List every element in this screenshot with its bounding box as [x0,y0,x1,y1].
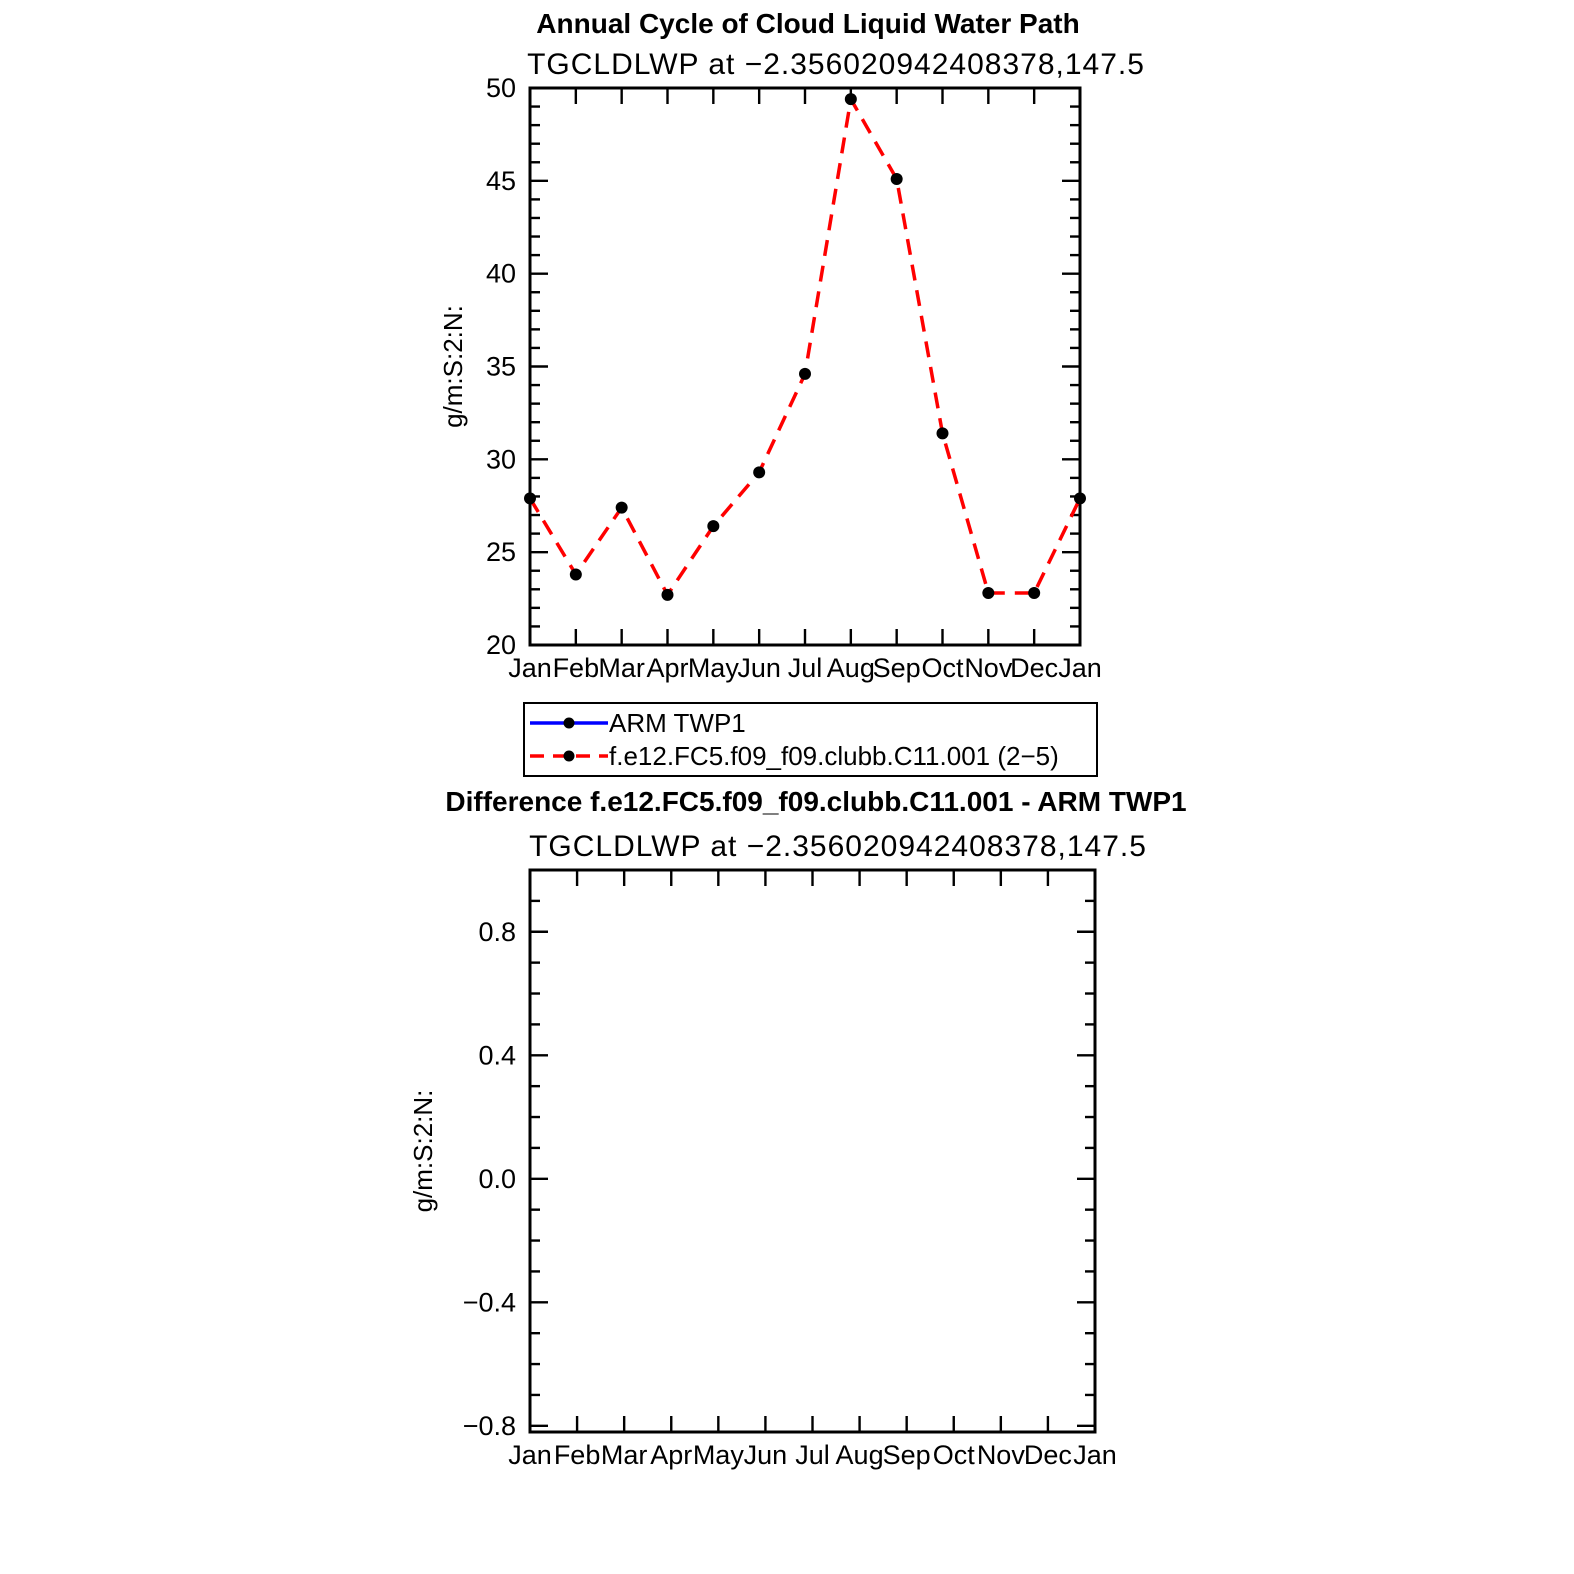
x-tick-label: Jul [795,1440,830,1470]
axis-ticks [530,88,1080,645]
x-tick-label: Dec [1010,653,1059,683]
top-plot [438,73,1102,683]
x-tick-label: Feb [553,1440,601,1470]
plot-frame [530,870,1095,1432]
x-tick-label: May [692,1440,744,1470]
data-point-marker [891,173,903,185]
x-tick-label: Sep [882,1440,931,1470]
x-tick-label: Mar [598,653,645,683]
x-tick-label: Oct [921,653,964,683]
x-tick-label: Apr [650,1440,693,1470]
y-axis-label: g/m:S:2:N: [408,1089,438,1213]
bottom-chart-title: Difference f.e12.FC5.f09_f09.clubb.C11.001 - ARM TWP1 [445,786,1187,817]
data-point-marker [1074,492,1086,504]
y-tick-label: 45 [485,165,516,196]
y-tick-label: −0.8 [462,1410,516,1441]
series-line [530,99,1080,595]
data-point-marker [845,93,857,105]
x-tick-label: Nov [976,1440,1025,1470]
x-tick-label: Jan [508,653,552,683]
y-axis-label: g/m:S:2:N: [438,305,468,428]
data-point-marker [982,587,994,599]
legend-box [523,702,1098,777]
bottom-chart-subtitle: TGCLDLWP at −2.356020942408378,147.5 [529,830,1147,863]
x-tick-label: Jan [1073,1440,1117,1470]
data-point-marker [707,520,719,532]
legend-line-sample [529,749,609,763]
x-tick-label: Mar [600,1440,648,1470]
x-tick-label: Jun [737,653,781,683]
y-tick-label: 35 [485,351,516,382]
data-point-marker [937,427,949,439]
x-tick-label: Apr [646,653,689,683]
x-tick-label: Aug [835,1440,884,1470]
legend-marker-dot [564,750,575,761]
data-point-marker [616,502,628,514]
x-tick-label: Jun [743,1440,788,1470]
x-tick-label: Feb [552,653,600,683]
x-tick-label: Jan [1058,653,1102,683]
legend-label: ARM TWP1 [609,708,746,739]
legend-line-sample [529,716,609,730]
legend-item [529,740,1096,771]
legend-item [529,708,1096,739]
x-tick-label: Nov [964,653,1013,683]
bottom-plot [408,870,1117,1470]
data-point-marker [1028,587,1040,599]
x-tick-label: Sep [872,653,921,683]
axis-tick-labels [486,73,1102,683]
data-point-marker [753,466,765,478]
data-point-marker [662,589,674,601]
legend-label: f.e12.FC5.f09_f09.clubb.C11.001 (2−5) [609,740,1059,771]
y-tick-label: −0.4 [462,1287,516,1318]
plot-frame [530,88,1080,645]
data-point-marker [570,568,582,580]
data-point-marker [799,368,811,380]
y-tick-label: 50 [485,73,516,103]
x-tick-label: Jul [787,653,823,683]
data-point-marker [524,492,536,504]
x-tick-label: May [687,653,739,683]
top-chart-title: Annual Cycle of Cloud Liquid Water Path [536,8,1080,39]
axis-tick-labels [463,917,1117,1470]
axis-ticks [530,870,1095,1432]
x-tick-label: Dec [1023,1440,1072,1470]
y-tick-label: 0.0 [478,1163,516,1194]
y-tick-label: 0.8 [478,916,516,947]
y-tick-label: 20 [485,630,516,660]
x-tick-label: Jan [508,1440,552,1470]
y-tick-label: 40 [485,258,516,289]
y-tick-label: 0.4 [478,1040,516,1071]
top-chart-subtitle: TGCLDLWP at −2.356020942408378,147.5 [527,48,1145,81]
x-tick-label: Aug [826,653,875,683]
y-tick-label: 30 [485,444,516,475]
y-tick-label: 25 [485,537,516,568]
x-tick-label: Oct [932,1440,975,1470]
legend-marker-dot [564,718,575,729]
